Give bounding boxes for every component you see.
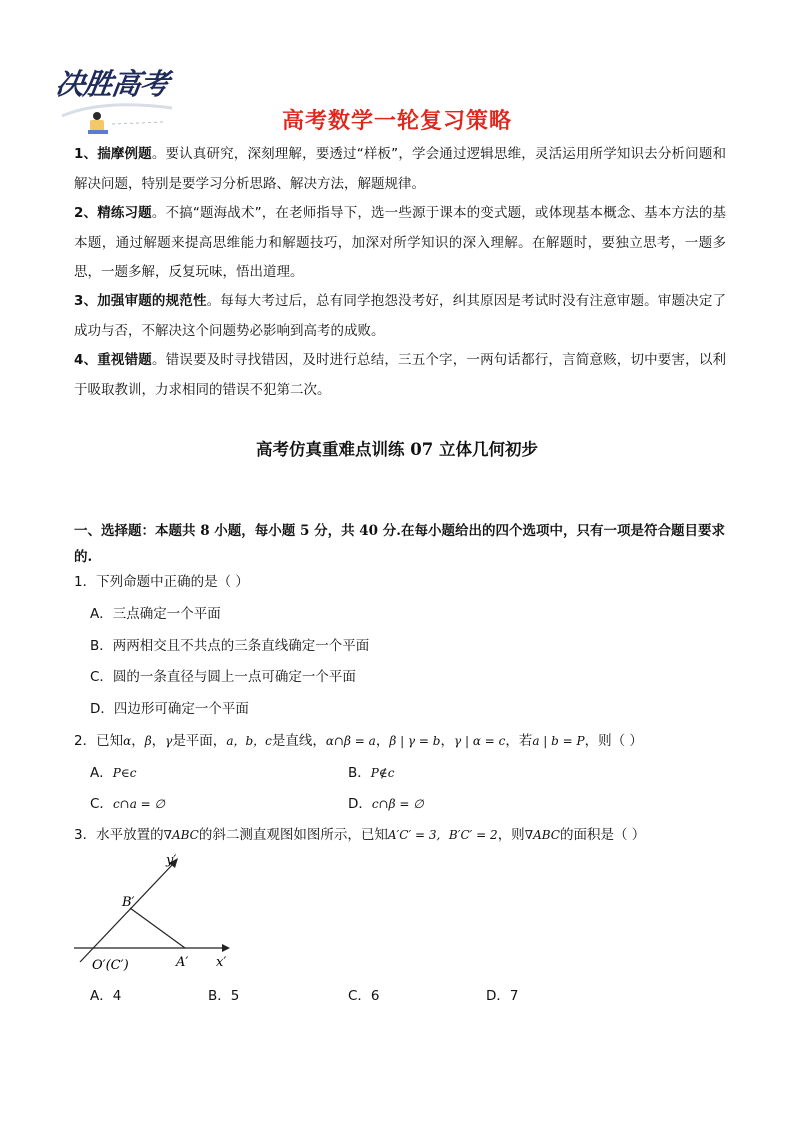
tip-body: 。错误要及时寻找错因，及时进行总结，三五个字，一两句话都行，言简意赅，切中要害，以利于吸取教训，力求相同的错误不犯第二次。 <box>74 352 726 398</box>
oblique-projection-figure <box>70 850 240 976</box>
q2-text: 是直线， <box>271 733 326 749</box>
segment-b-a <box>130 908 185 948</box>
tip-label: 1、揣摩例题 <box>74 146 152 162</box>
q2-gamma: γ <box>165 734 173 748</box>
q2-text: ， <box>440 733 454 749</box>
q1-option-a: A．三点确定一个平面 <box>90 606 221 622</box>
tip-label: 2、精练习题 <box>74 205 152 221</box>
header-title: 高考数学一轮复习策略 <box>281 109 512 134</box>
option-label: D． <box>348 796 372 812</box>
q1-option-c: C．圆的一条直径与圆上一点可确定一个平面 <box>90 669 356 685</box>
tip-1 <box>74 140 726 199</box>
q3-text: ，则 <box>497 827 525 843</box>
q2-option-a <box>90 761 136 781</box>
q3-text: 3．水平放置的 <box>74 827 164 843</box>
section-title: 高考仿真重难点训练 07 立体几何初步 <box>256 440 538 459</box>
q2-alpha: α <box>123 734 132 748</box>
q1-option-b: B．两两相交且不共点的三条直线确定一个平面 <box>90 638 370 654</box>
x-axis-arrow <box>222 944 230 952</box>
q2-option-c <box>90 792 165 812</box>
q2-eq1: α∩β = a <box>325 734 376 748</box>
q3-option-a: A．4 <box>90 988 122 1004</box>
q2-text: 是平面， <box>172 733 227 749</box>
q3-text: 的面积是（ ） <box>559 827 646 843</box>
q3-expr-2: B′C′ = 2 <box>448 828 498 842</box>
origin-label: O′(C′) <box>92 958 129 973</box>
tip-body: 。要认真研究，深刻理解，要透过“样板”，学会通过逻辑思维，灵活运用所学知识去分析问题和解决问题，特别是要学习分析思路、解决方法，解题规律。 <box>74 146 726 192</box>
q2-text: ，则（ ） <box>584 733 643 749</box>
q2-text: 2．已知 <box>74 733 124 749</box>
logo-text: 决胜高考 <box>53 67 171 101</box>
q3-option-b: B．5 <box>208 988 240 1004</box>
q3-text: 的斜二测直观图如图所示，已知 <box>198 827 388 843</box>
q2-text: ， <box>131 733 145 749</box>
point-b-label: B′ <box>122 895 135 910</box>
q3-option-d: D．7 <box>486 988 519 1004</box>
q2-eq4: a | b = P <box>532 734 585 748</box>
tip-3 <box>74 287 726 346</box>
q1-option-d: D．四边形可确定一个平面 <box>90 701 249 717</box>
option-label: B． <box>348 765 371 781</box>
q2-option-b <box>348 761 394 781</box>
point-a-label: A′ <box>176 955 189 970</box>
tip-body: 。不搞“题海战术”，在老师指导下，选一些源于课本的变式题，或体现基本概念、基本方法的基本题，通过解题来提高思维能力和解题技巧，加深对所学知识的深入理解。在解题时，要独立思考，一题多思，一题多解，反复玩味，悟出道理。 <box>74 205 726 280</box>
tip-2 <box>74 199 726 288</box>
option-label: C． <box>90 796 113 812</box>
tip-body: 。每每大考过后，总有同学抱怨没考好，纠其原因是考试时没有注意审题。审题决定了成功与否，不解决这个问题势必影响到高考的成败。 <box>74 293 726 339</box>
question-2-stem <box>74 729 643 749</box>
q2-option-d <box>348 792 424 812</box>
q3-triangle: ∇ABC <box>163 828 199 842</box>
q2-text: ，若 <box>505 733 533 749</box>
tip-4 <box>74 346 726 405</box>
x-axis-label: x′ <box>216 955 227 970</box>
option-expr: c∩a = ∅ <box>112 797 166 811</box>
option-expr: P∉c <box>370 766 395 780</box>
q3-option-c: C．6 <box>348 988 380 1004</box>
q2-lines: a，b，c <box>226 734 272 748</box>
question-3-stem <box>74 823 645 843</box>
q2-text: ， <box>151 733 166 749</box>
q2-eq2: β | γ = b <box>389 734 441 748</box>
q3-triangle: ∇ABC <box>524 828 560 842</box>
q2-eq3: γ | α = c <box>453 734 506 748</box>
q2-beta: β <box>144 734 152 748</box>
tip-label: 4、重视错题 <box>74 352 152 368</box>
option-label: A． <box>90 765 113 781</box>
y-axis <box>80 864 173 962</box>
tip-label: 3、加强审题的规范性 <box>74 293 207 309</box>
option-expr: c∩β = ∅ <box>371 797 424 811</box>
q3-expr-1: A′C′ = 3, <box>387 828 441 842</box>
q2-text: ， <box>375 733 390 749</box>
question-1-stem: 1．下列命题中正确的是（ ） <box>74 574 249 590</box>
option-expr: P∈c <box>112 766 137 780</box>
y-axis-label: y′ <box>166 853 177 868</box>
section-intro: 一、选择题：本题共 8 小题，每小题 5 分，共 40 分.在每小题给出的四个选项中，只有一项是符合题目要求的. <box>74 523 725 565</box>
